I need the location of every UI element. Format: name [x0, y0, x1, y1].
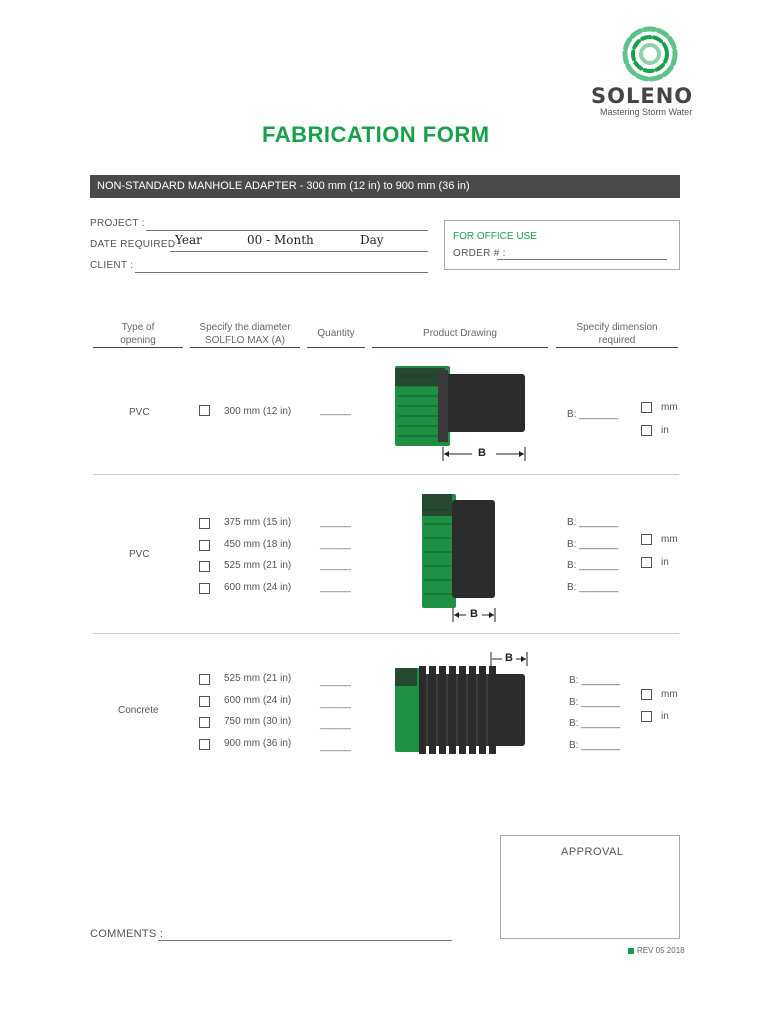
logo	[588, 22, 718, 122]
size-label: 525 mm (21 in)	[224, 673, 292, 684]
client-field[interactable]	[135, 261, 428, 273]
quantity-field[interactable]: ______	[320, 582, 351, 593]
dimension-b-marker: B	[478, 447, 486, 459]
col-type-header: Type of opening	[120, 322, 156, 346]
client-label: CLIENT :	[90, 260, 134, 271]
dimension-b-field[interactable]: B: _______	[569, 740, 621, 751]
date-month[interactable]: 00 - Month	[247, 233, 314, 247]
project-field[interactable]	[146, 219, 428, 231]
size-checkbox[interactable]	[199, 405, 210, 416]
approval-title: APPROVAL	[561, 846, 624, 858]
office-use-title: FOR OFFICE USE	[453, 231, 537, 242]
approval-box[interactable]	[500, 835, 680, 939]
quantity-field[interactable]: ______	[320, 719, 351, 730]
unit-in-label: in	[661, 711, 669, 722]
dimension-b-marker: B	[505, 652, 513, 664]
form-subtitle-bar: NON-STANDARD MANHOLE ADAPTER - 300 mm (12 in) to 900 mm (36 in)	[90, 175, 680, 198]
quantity-field[interactable]: ______	[320, 560, 351, 571]
size-label: 375 mm (15 in)	[224, 517, 292, 528]
size-label: 525 mm (21 in)	[224, 560, 292, 571]
date-day[interactable]: Day	[360, 233, 384, 247]
section2-type: PVC	[129, 549, 150, 560]
date-year[interactable]: Year	[175, 233, 202, 247]
section1-type: PVC	[129, 407, 150, 418]
size-checkbox[interactable]	[199, 518, 210, 529]
unit-mm-label: mm	[661, 402, 678, 413]
comments-field[interactable]	[158, 928, 452, 941]
project-label: PROJECT :	[90, 218, 145, 229]
col-quantity-header: Quantity	[317, 328, 355, 339]
page-title: FABRICATION FORM	[262, 122, 490, 147]
dimension-b-field[interactable]: B: _______	[567, 409, 619, 420]
col-diameter-header: Specify the diameter SOLFLO MAX (A)	[199, 322, 291, 346]
size-label: 750 mm (30 in)	[224, 716, 292, 727]
dimension-b-field[interactable]: B: _______	[569, 675, 621, 686]
size-label: 900 mm (36 in)	[224, 738, 292, 749]
section-divider	[93, 633, 679, 634]
size-checkbox[interactable]	[199, 540, 210, 551]
unit-mm-label: mm	[661, 689, 678, 700]
quantity-field[interactable]: ______	[320, 676, 351, 687]
quantity-field[interactable]: ______	[320, 698, 351, 709]
size-label: 300 mm (12 in)	[224, 406, 292, 417]
size-label: 600 mm (24 in)	[224, 695, 292, 706]
col-dimension-underline	[556, 347, 678, 348]
quantity-field[interactable]: ______	[320, 517, 351, 528]
unit-mm-checkbox[interactable]	[641, 402, 652, 413]
dimension-b-marker: B	[470, 608, 478, 620]
unit-mm-label: mm	[661, 534, 678, 545]
dimension-b-field[interactable]: B: _______	[567, 560, 619, 571]
col-drawing-underline	[372, 347, 548, 348]
dimension-b-field[interactable]: B: _______	[567, 582, 619, 593]
revision-text: REV 05 2018	[637, 946, 685, 955]
col-drawing-header: Product Drawing	[423, 328, 497, 339]
dimension-b-field[interactable]: B: _______	[569, 697, 621, 708]
size-checkbox[interactable]	[199, 561, 210, 572]
concrete-adapter-drawing	[393, 664, 533, 756]
quantity-field[interactable]: ______	[320, 405, 351, 416]
size-label: 450 mm (18 in)	[224, 539, 292, 550]
unit-in-checkbox[interactable]	[641, 425, 652, 436]
order-number-label: ORDER # :	[453, 248, 506, 259]
size-label: 600 mm (24 in)	[224, 582, 292, 593]
section3-type: Concrete	[118, 705, 159, 716]
col-type-underline	[93, 347, 183, 348]
soleno-logo-icon	[620, 24, 680, 84]
office-use-box	[444, 220, 680, 270]
unit-in-label: in	[661, 425, 669, 436]
unit-in-label: in	[661, 557, 669, 568]
unit-mm-checkbox[interactable]	[641, 689, 652, 700]
brand-tagline: Mastering Storm Water	[600, 107, 693, 117]
quantity-field[interactable]: ______	[320, 741, 351, 752]
dimension-b-field[interactable]: B: _______	[567, 539, 619, 550]
revision-note	[628, 946, 685, 955]
unit-in-checkbox[interactable]	[641, 557, 652, 568]
col-dimension-header: Specify dimension required	[576, 322, 658, 346]
date-required-label: DATE REQUIRED :	[90, 239, 182, 250]
unit-mm-checkbox[interactable]	[641, 534, 652, 545]
dimension-b-field[interactable]: B: _______	[569, 718, 621, 729]
size-checkbox[interactable]	[199, 717, 210, 728]
size-checkbox[interactable]	[199, 674, 210, 685]
section-divider	[93, 474, 679, 475]
col-quantity-underline	[307, 347, 365, 348]
dimension-b-field[interactable]: B: _______	[567, 517, 619, 528]
comments-label: COMMENTS :	[90, 928, 164, 940]
brand-name: SOLENO	[591, 84, 694, 108]
revision-square-icon	[628, 948, 634, 954]
quantity-field[interactable]: ______	[320, 539, 351, 550]
pvc-large-adapter-drawing	[418, 490, 508, 610]
size-checkbox[interactable]	[199, 696, 210, 707]
col-diameter-underline	[190, 347, 300, 348]
order-number-field[interactable]	[497, 248, 667, 260]
size-checkbox[interactable]	[199, 583, 210, 594]
unit-in-checkbox[interactable]	[641, 711, 652, 722]
size-checkbox[interactable]	[199, 739, 210, 750]
